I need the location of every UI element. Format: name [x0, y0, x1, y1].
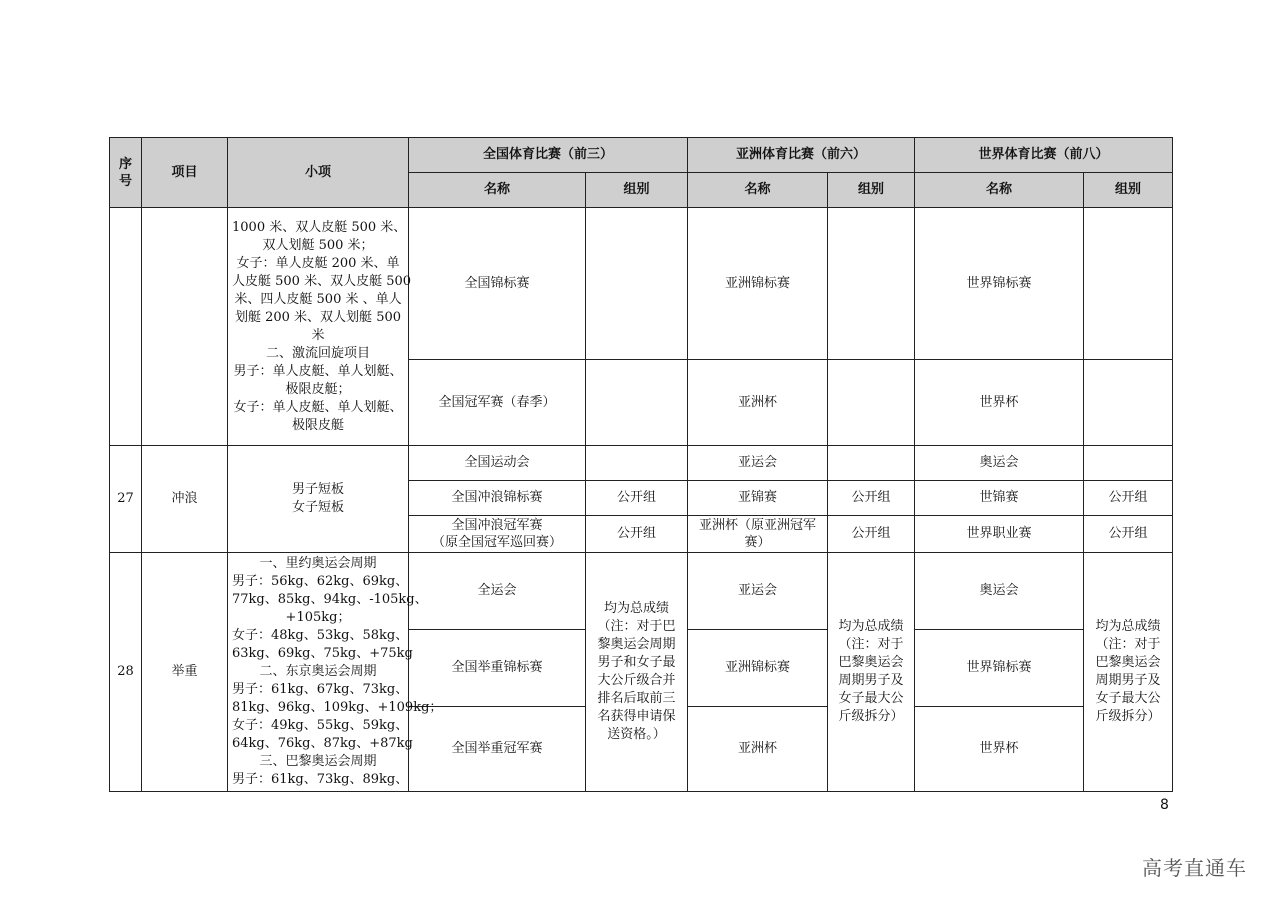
national-event: 全国冠军赛（春季）	[409, 360, 586, 446]
world-group	[1084, 360, 1173, 446]
table-row	[110, 553, 1173, 630]
project-cell: 举重	[142, 553, 228, 792]
national-event: 全运会	[409, 553, 586, 630]
national-group	[586, 208, 688, 360]
watermark-text: 高考直通车	[1142, 856, 1247, 880]
asia-group: 公开组	[828, 481, 915, 516]
sub-cell: 一、里约奥运会周期 男子：56kg、62kg、69kg、 77kg、85kg、94kg、-105kg、 +105kg； 女子：48kg、53kg、58kg、 63kg、69kg、75kg、+75kg 二、东京奥运会周期 男子：61kg、67kg、73kg、 81kg、96kg、109kg、+109kg； 女子：49kg、55kg、59kg、 64kg、76kg、87kg、+87kg 三、巴黎奥运会周期 男子：61kg、73kg、89kg、	[228, 553, 409, 792]
asia-event: 亚洲锦标赛	[688, 630, 828, 707]
asia-event: 亚洲杯	[688, 707, 828, 792]
national-name-header: 名称	[409, 173, 586, 208]
asia-event: 亚运会	[688, 553, 828, 630]
national-header: 全国体育比赛（前三）	[409, 138, 688, 173]
world-event: 世界锦标赛	[915, 208, 1084, 360]
world-group	[1084, 446, 1173, 481]
national-event: 全国冲浪冠军赛 （原全国冠军巡回赛）	[409, 516, 586, 553]
world-group-note: 均为总成绩 （注：对于 巴黎奥运会 周期男子及 女子最大公 斤级拆分）	[1084, 553, 1173, 792]
seq-cell: 28	[110, 553, 142, 792]
seq-cell	[110, 208, 142, 446]
project-cell	[142, 208, 228, 446]
sub-cell: 男子短板 女子短板	[228, 446, 409, 553]
asia-group: 公开组	[828, 516, 915, 553]
table-row	[110, 208, 1173, 360]
asia-event: 亚洲杯	[688, 360, 828, 446]
world-event: 世界杯	[915, 707, 1084, 792]
world-name-header: 名称	[915, 173, 1084, 208]
world-event: 世界杯	[915, 360, 1084, 446]
seq-cell: 27	[110, 446, 142, 553]
world-header: 世界体育比赛（前八）	[915, 138, 1173, 173]
sub-cell: 1000 米、双人皮艇 500 米、 双人划艇 500 米； 女子：单人皮艇 200 米、单 人皮艇 500 米、双人皮艇 500 米、四人皮艇 500 米 、单人 划艇 200 米、双人划艇 500 米 二、激流回旋项目 男子：单人皮艇、单人划艇、 极限皮艇； 女子：单人皮艇、单人划艇、 极限皮艇	[228, 208, 409, 446]
asia-group-header: 组别	[828, 173, 915, 208]
world-event: 世界锦标赛	[915, 630, 1084, 707]
world-group: 公开组	[1084, 516, 1173, 553]
national-group: 公开组	[586, 481, 688, 516]
national-event: 全国举重锦标赛	[409, 630, 586, 707]
sub-header: 小项	[228, 138, 409, 208]
national-group	[586, 360, 688, 446]
page-number: 8	[1160, 797, 1169, 813]
national-group: 公开组	[586, 516, 688, 553]
national-group-note: 均为总成绩 （注：对于巴 黎奥运会周期 男子和女子最 大公斤级合并 排名后取前三 名获得申请保 送资格。）	[586, 553, 688, 792]
world-event: 世界职业赛	[915, 516, 1084, 553]
asia-name-header: 名称	[688, 173, 828, 208]
world-event: 奥运会	[915, 446, 1084, 481]
national-event: 全国举重冠军赛	[409, 707, 586, 792]
national-group	[586, 446, 688, 481]
national-event: 全国锦标赛	[409, 208, 586, 360]
asia-header: 亚洲体育比赛（前六）	[688, 138, 915, 173]
national-event: 全国运动会	[409, 446, 586, 481]
world-group	[1084, 208, 1173, 360]
header-row-1	[110, 138, 1173, 173]
asia-event: 亚运会	[688, 446, 828, 481]
asia-event: 亚洲杯（原亚洲冠军 赛）	[688, 516, 828, 553]
world-event: 奥运会	[915, 553, 1084, 630]
seq-header: 序 号	[110, 138, 142, 208]
sports-events-table	[109, 137, 1173, 792]
asia-event: 亚洲锦标赛	[688, 208, 828, 360]
project-header: 项目	[142, 138, 228, 208]
national-group-header: 组别	[586, 173, 688, 208]
project-cell: 冲浪	[142, 446, 228, 553]
world-group: 公开组	[1084, 481, 1173, 516]
world-group-header: 组别	[1084, 173, 1173, 208]
asia-event: 亚锦赛	[688, 481, 828, 516]
world-event: 世锦赛	[915, 481, 1084, 516]
asia-group	[828, 208, 915, 360]
asia-group-note: 均为总成绩 （注：对于 巴黎奥运会 周期男子及 女子最大公 斤级拆分）	[828, 553, 915, 792]
table-row	[110, 446, 1173, 481]
asia-group	[828, 446, 915, 481]
national-event: 全国冲浪锦标赛	[409, 481, 586, 516]
asia-group	[828, 360, 915, 446]
